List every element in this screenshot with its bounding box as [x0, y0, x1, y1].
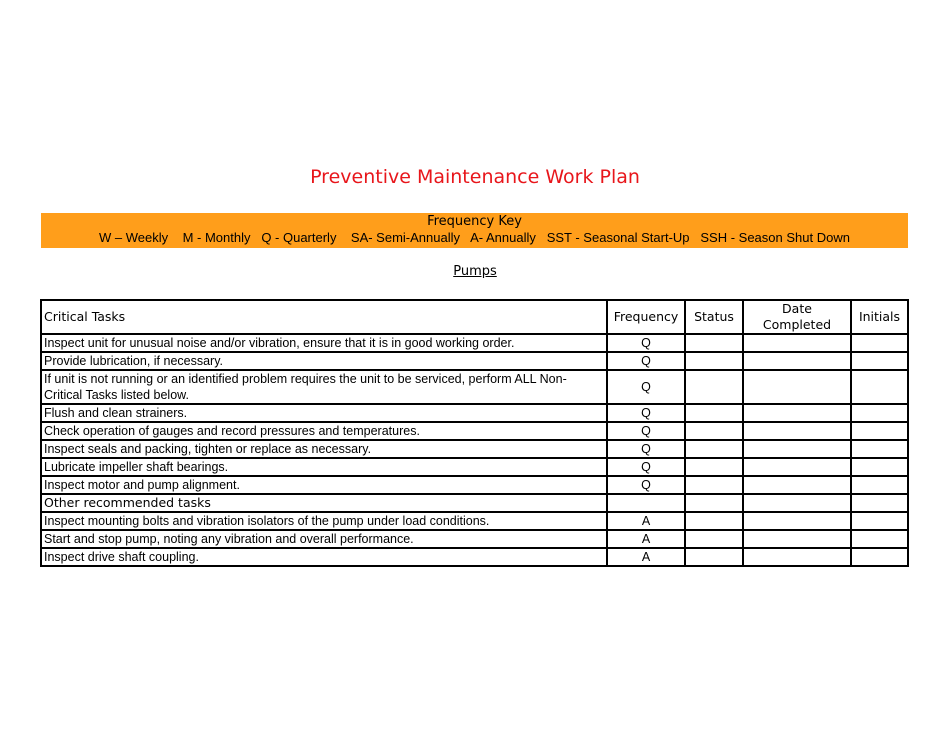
- status-cell[interactable]: [685, 370, 743, 404]
- header-task: Critical Tasks: [41, 300, 607, 334]
- date-completed-cell[interactable]: [743, 476, 851, 494]
- initials-cell[interactable]: [851, 422, 908, 440]
- status-cell[interactable]: [685, 334, 743, 352]
- frequency-cell: A: [607, 548, 685, 566]
- task-cell: If unit is not running or an identified problem requires the unit to be serviced, perform ALL Non-Critical Tasks listed below.: [41, 370, 607, 404]
- task-cell: Inspect seals and packing, tighten or replace as necessary.: [41, 440, 607, 458]
- initials-cell[interactable]: [851, 334, 908, 352]
- page-title: Preventive Maintenance Work Plan: [310, 166, 640, 188]
- status-cell[interactable]: [685, 458, 743, 476]
- date-completed-cell[interactable]: [743, 512, 851, 530]
- status-cell: [685, 494, 743, 512]
- status-cell[interactable]: [685, 530, 743, 548]
- initials-cell[interactable]: [851, 440, 908, 458]
- date-completed-cell[interactable]: [743, 422, 851, 440]
- task-cell: Start and stop pump, noting any vibration and overall performance.: [41, 530, 607, 548]
- frequency-key-codes: W – Weekly M - Monthly Q - Quarterly SA- Semi-Annually A- Annually SST - Seasonal Start-Up SSH - Season Shut Down: [99, 230, 850, 245]
- frequency-cell: Q: [607, 334, 685, 352]
- frequency-cell: A: [607, 512, 685, 530]
- header-initials: Initials: [851, 300, 908, 334]
- frequency-key-banner: [41, 213, 908, 248]
- header-date-completed: Date Completed: [743, 300, 851, 334]
- initials-cell[interactable]: [851, 458, 908, 476]
- table-row: [41, 440, 908, 458]
- table-row: [41, 512, 908, 530]
- date-completed-cell[interactable]: [743, 334, 851, 352]
- status-cell[interactable]: [685, 548, 743, 566]
- header-status: Status: [685, 300, 743, 334]
- maintenance-task-table: [40, 299, 909, 567]
- initials-cell[interactable]: [851, 370, 908, 404]
- table-row: [41, 548, 908, 566]
- frequency-cell: Q: [607, 440, 685, 458]
- task-cell: Flush and clean strainers.: [41, 404, 607, 422]
- date-completed-cell[interactable]: [743, 548, 851, 566]
- status-cell[interactable]: [685, 404, 743, 422]
- date-completed-cell[interactable]: [743, 352, 851, 370]
- date-completed-cell: [743, 494, 851, 512]
- frequency-cell: Q: [607, 370, 685, 404]
- status-cell[interactable]: [685, 422, 743, 440]
- task-cell: Check operation of gauges and record pressures and temperatures.: [41, 422, 607, 440]
- date-completed-cell[interactable]: [743, 458, 851, 476]
- frequency-cell: Q: [607, 476, 685, 494]
- table-row: [41, 530, 908, 548]
- task-cell: Inspect unit for unusual noise and/or vibration, ensure that it is in good working order.: [41, 334, 607, 352]
- subheader-row: [41, 494, 908, 512]
- task-cell: Provide lubrication, if necessary.: [41, 352, 607, 370]
- table-row: [41, 352, 908, 370]
- date-completed-cell[interactable]: [743, 404, 851, 422]
- frequency-cell: Q: [607, 352, 685, 370]
- date-completed-cell[interactable]: [743, 370, 851, 404]
- frequency-cell: [607, 494, 685, 512]
- initials-cell[interactable]: [851, 530, 908, 548]
- header-frequency: Frequency: [607, 300, 685, 334]
- section-label: Pumps: [453, 264, 497, 279]
- initials-cell[interactable]: [851, 476, 908, 494]
- table-header-row: [41, 300, 908, 334]
- initials-cell: [851, 494, 908, 512]
- task-cell: Inspect drive shaft coupling.: [41, 548, 607, 566]
- initials-cell[interactable]: [851, 352, 908, 370]
- frequency-cell: A: [607, 530, 685, 548]
- task-cell: Inspect motor and pump alignment.: [41, 476, 607, 494]
- table-row: [41, 422, 908, 440]
- table-row: [41, 476, 908, 494]
- initials-cell[interactable]: [851, 404, 908, 422]
- date-completed-cell[interactable]: [743, 530, 851, 548]
- task-cell: Inspect mounting bolts and vibration isolators of the pump under load conditions.: [41, 512, 607, 530]
- table-row: [41, 334, 908, 352]
- other-tasks-heading: Other recommended tasks: [41, 494, 607, 512]
- table-row: [41, 404, 908, 422]
- status-cell[interactable]: [685, 352, 743, 370]
- status-cell[interactable]: [685, 512, 743, 530]
- frequency-key-heading: Frequency Key: [427, 214, 522, 229]
- frequency-cell: Q: [607, 458, 685, 476]
- date-completed-cell[interactable]: [743, 440, 851, 458]
- table-row: [41, 458, 908, 476]
- frequency-cell: Q: [607, 422, 685, 440]
- task-cell: Lubricate impeller shaft bearings.: [41, 458, 607, 476]
- frequency-cell: Q: [607, 404, 685, 422]
- initials-cell[interactable]: [851, 512, 908, 530]
- status-cell[interactable]: [685, 440, 743, 458]
- status-cell[interactable]: [685, 476, 743, 494]
- table-row: [41, 370, 908, 404]
- initials-cell[interactable]: [851, 548, 908, 566]
